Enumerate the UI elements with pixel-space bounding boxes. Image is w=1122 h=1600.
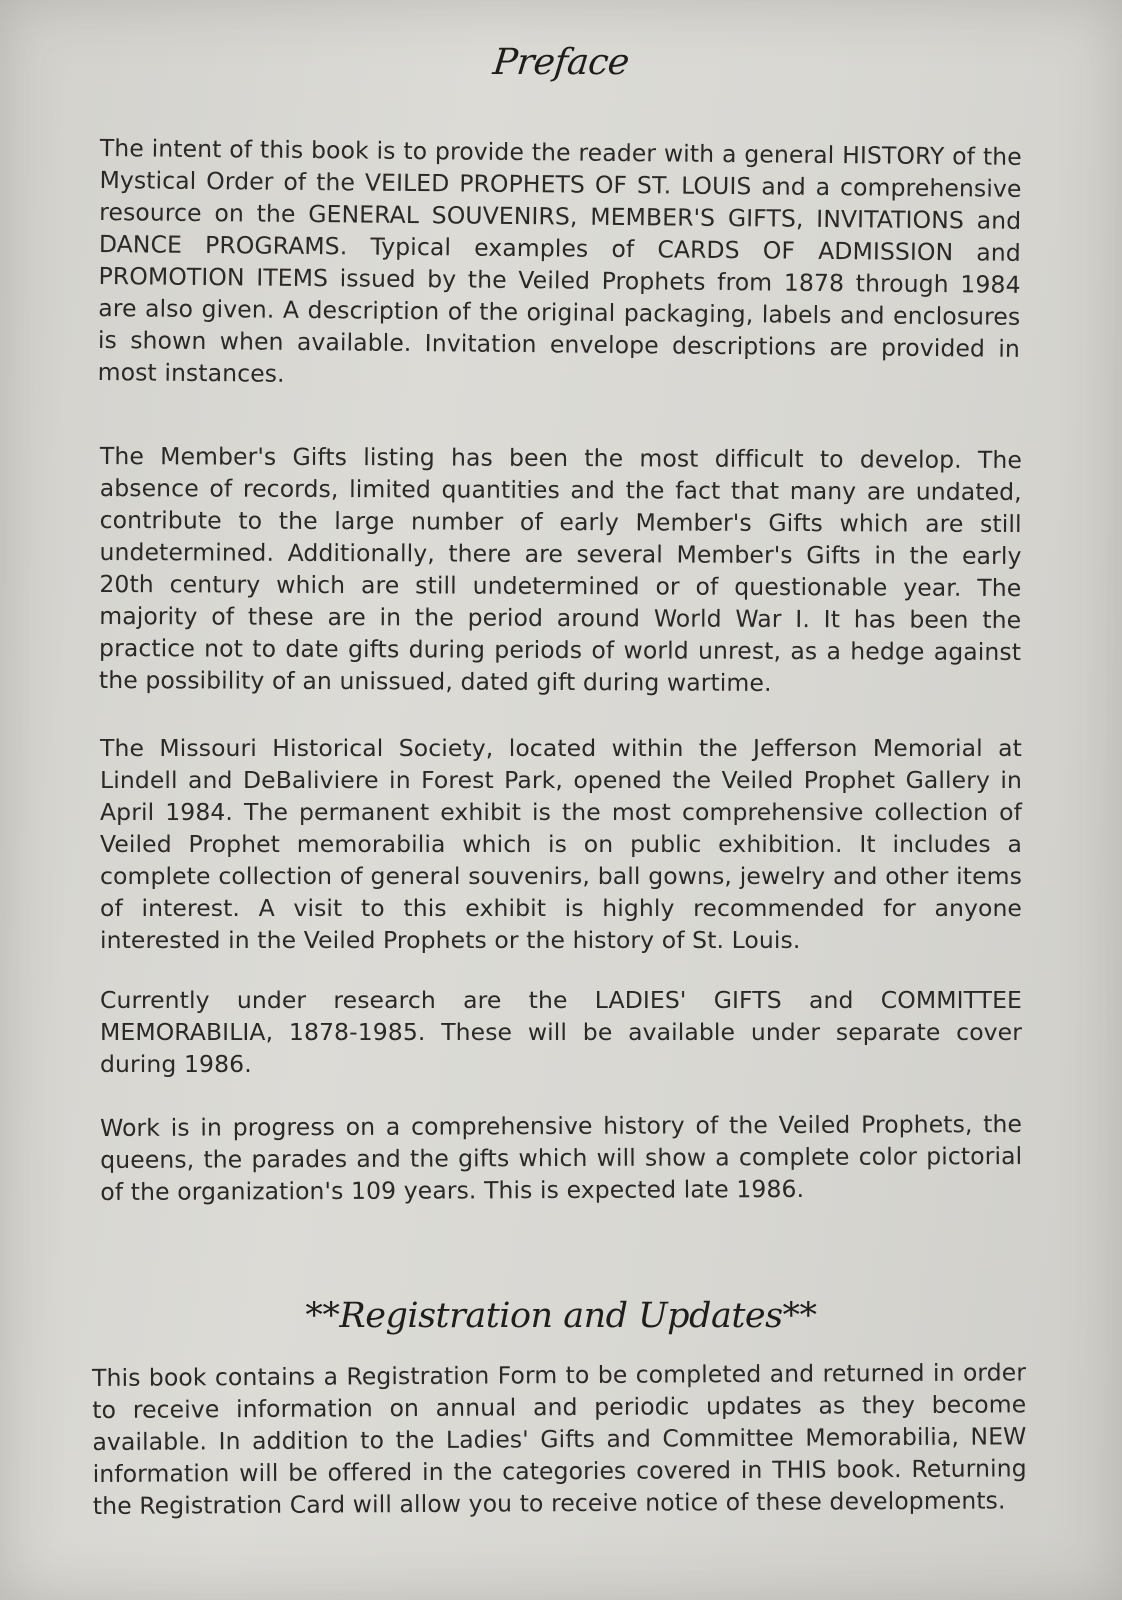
preface-paragraph-research: Currently under research are the LADIES' GIFTS and COMMITTEE MEMORABILIA, 1878-1985. These will be available under separate cover during 1986. bbox=[100, 986, 1022, 1078]
preface-heading: Preface bbox=[491, 42, 631, 83]
registration-heading: **Registration and Updates** bbox=[305, 1296, 817, 1336]
registration-paragraph: This book contains a Registration Form to be completed and returned in order to receive information on annual and periodic updates as they become available. In addition to the Ladies' Gifts and Committee Memorabilia, NEW information will be offered in the categories covered in THIS book. Returning the Registration Card will allow you to receive notice of these developments. bbox=[92, 1358, 1027, 1520]
preface-paragraph-intent: The intent of this book is to provide the reader with a general HISTORY of the Mystical Order of the VEILED PROPHETS OF ST. LOUIS and a comprehensive resource on the GENERAL SOUVENIRS, MEMBER'S GIFTS, INVITATIONS and DANCE PROGRAMS. Typical examples of CARDS OF ADMISSION and PROMOTION ITEMS issued by the Veiled Prophets from 1878 through 1984 are also given. A description of the original packaging, labels and enclosures is shown when available. Invitation envelope descriptions are provided in most instances. bbox=[97, 133, 1022, 388]
preface-paragraph-members-gifts: The Member's Gifts listing has been the most difficult to develop. The absence of records, limited quantities and the fact that many are undated, contribute to the large number of early Member's Gifts which are still undetermined. Additionally, there are several Member's Gifts in the early 20th century which are still undetermined or of questionable year. The majority of these are in the period around World War I. It has been the practice not to date gifts during periods of world unrest, as a hedge against the possibility of an unissued, dated gift during wartime. bbox=[98, 441, 1022, 697]
preface-paragraph-work-in-progress: Work is in progress on a comprehensive history of the Veiled Prophets, the queens, the parades and the gifts which will show a complete color pictorial of the organization's 109 years. This is expected late 1986. bbox=[100, 1109, 1023, 1206]
preface-paragraph-historical-society: The Missouri Historical Society, located within the Jefferson Memorial at Lindell and DeBaliviere in Forest Park, opened the Veiled Prophet Gallery in April 1984. The permanent exhibit is the most comprehensive collection of Veiled Prophet memorabilia which is on public exhibition. It includes a complete collection of general souvenirs, ball gowns, jewelry and other items of interest. A visit to this exhibit is highly recommended for anyone interested in the Veiled Prophets or the history of St. Louis. bbox=[100, 734, 1022, 954]
